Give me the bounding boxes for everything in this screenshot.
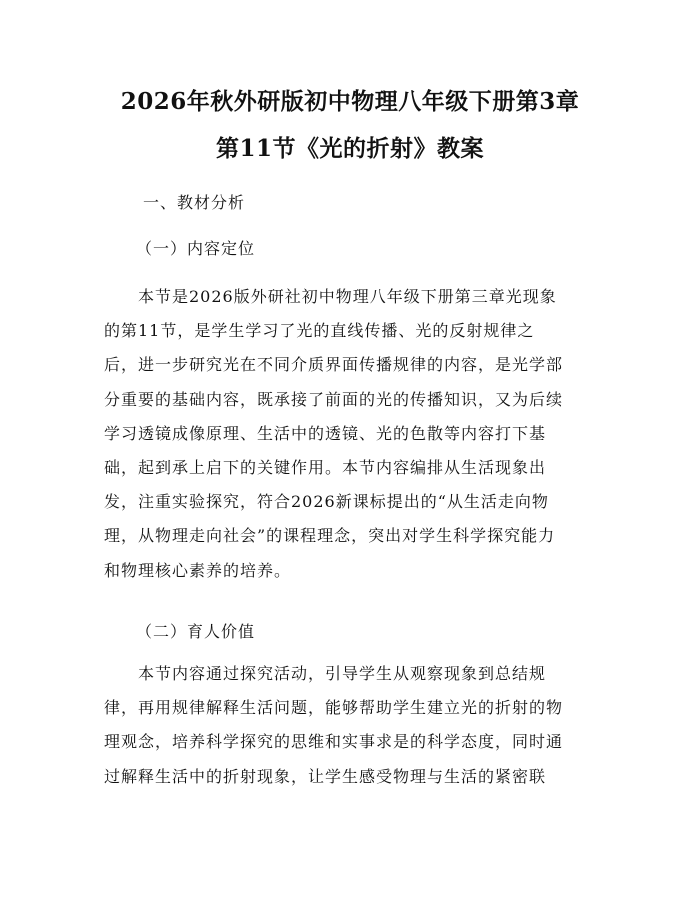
- paragraph-line: 分重要的基础内容，既承接了前面的光的传播知识，又为后续: [104, 389, 564, 409]
- document-title-line-2: 第11节《光的折射》教案: [215, 135, 484, 162]
- paragraph-line: 础，起到承上启下的关键作用。本节内容编排从生活现象出: [104, 457, 547, 477]
- paragraph-educational-value: [104, 663, 600, 800]
- paragraph-content-positioning: [104, 286, 600, 594]
- paragraph-line: 的第11节，是学生学习了光的直线传播、光的反射规律之: [104, 321, 535, 341]
- paragraph-line: 过解释生活中的折射现象，让学生感受物理与生活的紧密联: [104, 766, 547, 786]
- section-heading-textbook-analysis: 一、教材分析: [143, 193, 246, 212]
- paragraph-line: 学习透镜成像原理、生活中的透镜、光的色散等内容打下基: [104, 423, 547, 443]
- subsection-heading-content-positioning: （一）内容定位: [136, 239, 256, 258]
- paragraph-line: 和物理核心素养的培养。: [104, 560, 292, 580]
- paragraph-line: 本节内容通过探究活动，引导学生从观察现象到总结规: [104, 664, 547, 683]
- paragraph-line: 理观念，培养科学探究的思维和实事求是的科学态度，同时通: [104, 732, 564, 752]
- document-title-line-1: 2026年秋外研版初中物理八年级下册第3章: [120, 88, 580, 115]
- subsection-heading-educational-value: （二）育人价值: [136, 622, 256, 641]
- paragraph-line: 后，进一步研究光在不同介质界面传播规律的内容，是光学部: [104, 355, 564, 375]
- paragraph-line: 发，注重实验探究，符合2026新课标提出的“从生活走向物: [104, 492, 549, 512]
- paragraph-line: 律，再用规律解释生活问题，能够帮助学生建立光的折射的物: [104, 698, 564, 718]
- paragraph-line: 理，从物理走向社会”的课程理念，突出对学生科学探究能力: [104, 526, 556, 546]
- paragraph-line: 本节是2026版外研社初中物理八年级下册第三章光现象: [104, 287, 557, 306]
